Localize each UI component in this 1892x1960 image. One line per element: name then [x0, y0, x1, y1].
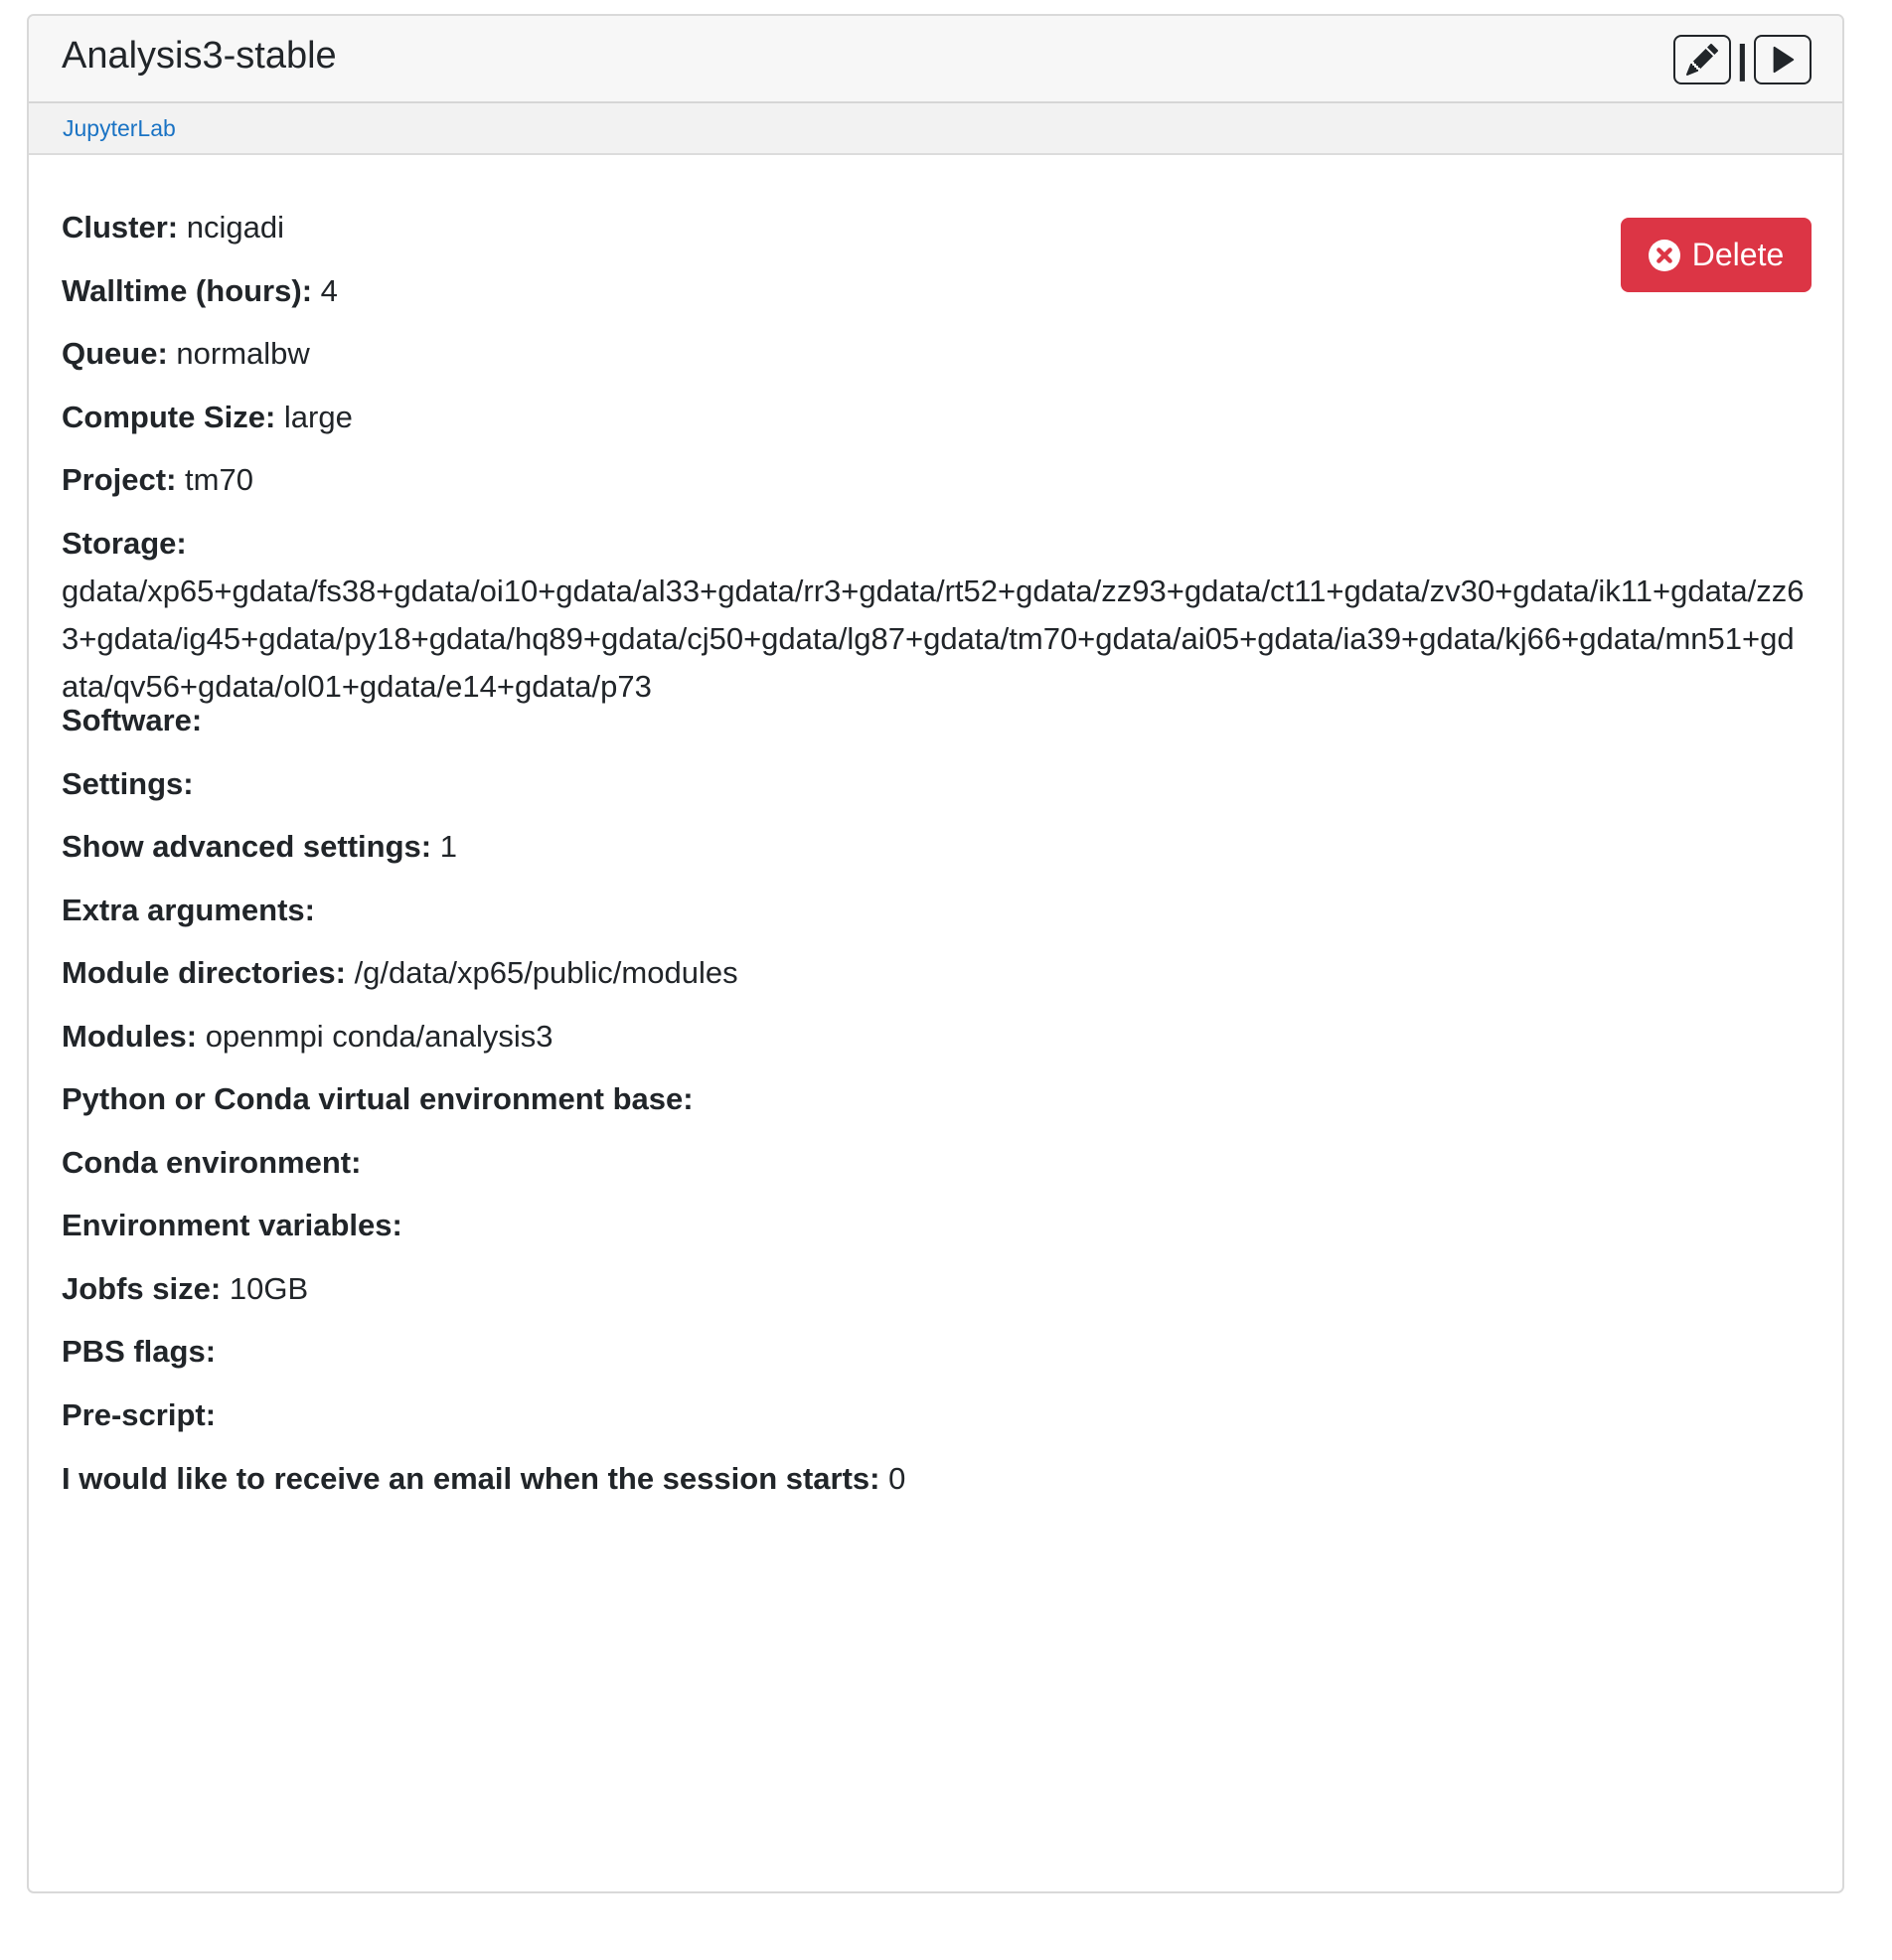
field-storage: Storage: gdata/xp65+gdata/fs38+gdata/oi10+gdata/al33+gdata/rr3+gdata/rt52+gdata/zz93+gdata/ct11+gdata/zv30+gdata/ik11+gdata/zz63+gdata/ig45+gdata/py18+gdata/hq89+gdata/cj50+gdata/lg87+gdata/tm70+gdata/ai05+gdata/ia39+gdata/kj66+gdata/mn51+gdata/qv56+gdata/ol01+gdata/e14+gdata/p73 [62, 520, 1811, 711]
field-settings: Settings: [62, 766, 194, 801]
field-pbs-flags: PBS flags: [62, 1334, 217, 1369]
header-actions [1673, 35, 1812, 84]
app-link[interactable]: JupyterLab [63, 115, 176, 141]
card-header [29, 16, 1842, 103]
field-email-notification: I would like to receive an email when the session starts: 0 [62, 1461, 906, 1496]
field-queue: Queue: normalbw [62, 336, 310, 371]
field-python-env-base: Python or Conda virtual environment base: [62, 1081, 694, 1116]
storage-value: gdata/xp65+gdata/fs38+gdata/oi10+gdata/al33+gdata/rr3+gdata/rt52+gdata/zz93+gdata/ct11+gdata/zv30+gdata/ik11+gdata/zz63+gdata/ig45+gdata/py18+gdata/hq89+gdata/cj50+gdata/lg87+gdata/tm70+gdata/ai05+gdata/ia39+gdata/kj66+gdata/mn51+gdata/qv56+gdata/ol01+gdata/e14+gdata/p73 [62, 573, 1805, 704]
field-pre-script: Pre-script: [62, 1397, 217, 1432]
field-compute-size: Compute Size: large [62, 400, 353, 434]
field-jobfs-size: Jobfs size: 10GB [62, 1271, 309, 1306]
separator: | [1736, 38, 1748, 82]
field-cluster: Cluster: ncigadi [62, 210, 285, 245]
play-icon [1768, 45, 1798, 75]
pencil-icon [1686, 44, 1718, 76]
field-walltime: Walltime (hours): 4 [62, 273, 338, 308]
field-show-advanced-settings: Show advanced settings: 1 [62, 829, 457, 864]
field-extra-arguments: Extra arguments: [62, 893, 315, 927]
field-software: Software: [62, 703, 203, 737]
field-module-directories: Module directories: /g/data/xp65/public/modules [62, 955, 738, 990]
field-conda-environment: Conda environment: [62, 1145, 362, 1180]
field-project: Project: tm70 [62, 462, 253, 497]
app-subheader [29, 103, 1842, 155]
page-title: Analysis3-stable [62, 35, 337, 77]
launch-button[interactable] [1754, 35, 1812, 84]
delete-label: Delete [1691, 237, 1785, 272]
edit-button[interactable] [1673, 35, 1731, 84]
session-card [27, 14, 1844, 1893]
field-modules: Modules: openmpi conda/analysis3 [62, 1019, 553, 1054]
field-environment-variables: Environment variables: [62, 1208, 402, 1242]
